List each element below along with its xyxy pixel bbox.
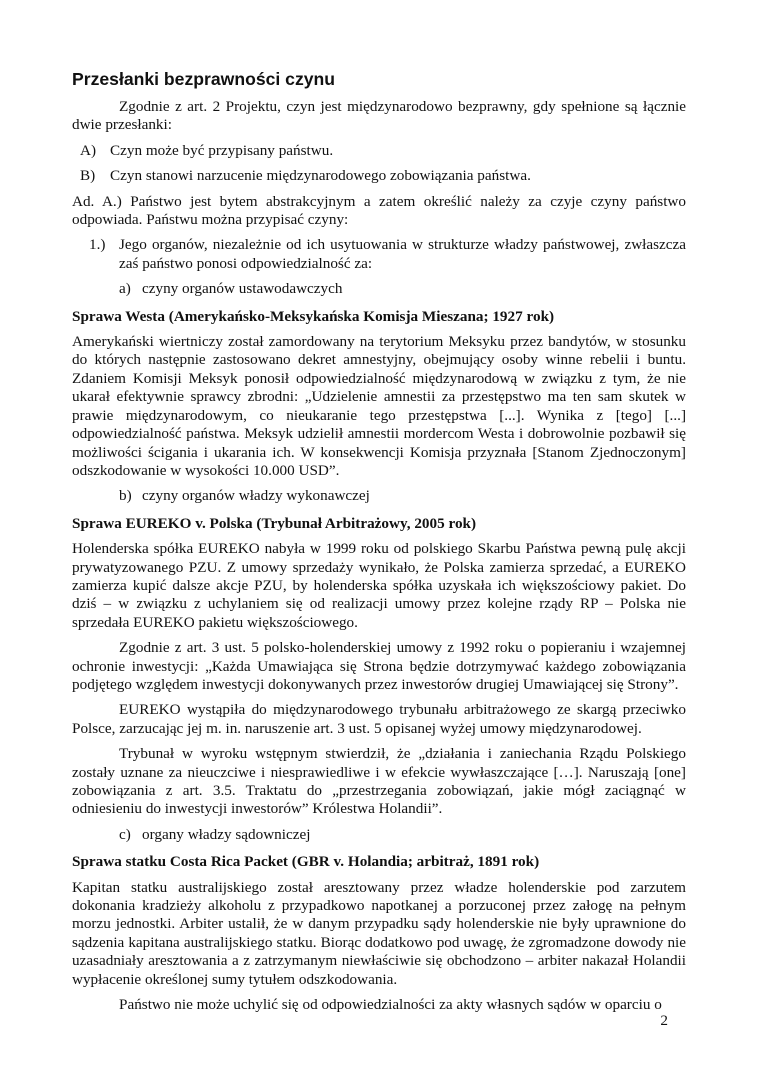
list-text: czyny organów ustawodawczych	[142, 280, 343, 298]
list-marker: a)	[119, 280, 131, 298]
case-costa-rica-closing: Państwo nie może uchylić się od odpowiedzialności za akty własnych sądów w oparciu o	[119, 996, 662, 1014]
list-text: Czyn może być przypisany państwu.	[110, 141, 334, 159]
intro-paragraph: Zgodnie z art. 2 Projektu, czyn jest międzynarodowo bezprawny, gdy spełnione są łącznie dwie przesłanki:	[72, 98, 686, 134]
case-eureko-paragraph: Zgodnie z art. 3 ust. 5 polsko-holenderskiej umowy z 1992 roku o popieraniu i wzajemnej ochronie inwestycji: „Każda Umawiająca się Strona będzie dotrzymywać każdego zobowiązania podjętego względem inwestycji dokonywanych przez inwestorów drugiej Umawiającej się Strony”.	[72, 639, 686, 693]
ad-a-paragraph: Ad. A.) Państwo jest bytem abstrakcyjnym a zatem określić należy za czyje czyny państwo odpowiada. Państwu można przypisać czyny:	[72, 192, 686, 229]
sub-point-b	[119, 487, 686, 505]
list-text: Jego organów, niezależnie od ich usytuowania w strukturze władzy państwowej, zwłaszcza zaś państwo ponosi odpowiedzialność za:	[119, 236, 686, 272]
list-marker: c)	[119, 825, 131, 843]
document-page	[72, 68, 686, 1021]
case-west-body: Amerykański wiertniczy został zamordowany na terytorium Meksyku przez bandytów, w stosunku do których następnie zastosowano dekret amnestyjny, obejmujący osoby winne rebelii i buntu. Zdaniem Komisji Meksyk ponosił odpowiedzialność międzynarodową w związku z tym, że nie ukarał efektywnie sprawcy zbrodni: „Udzielenie amnestii za przestępstwo ma ten sam skutek w prawie międzynarodowym, co nieukaranie tego przestępstwa [...]. Wynika z [tego] [...] odpowiedzialność państwa. Meksyk udzielił amnestii mordercom Westa i dobrowolnie pozbawił się możliwości ścigania i ukarania ich. W konsekwencji Komisja przyznała [Stanom Zjednoczonym] odszkodowanie w wysokości 10.000 USD”.	[72, 333, 686, 479]
case-eureko-paragraph: Trybunał w wyroku wstępnym stwierdził, że „działania i zaniechania Rządu Polskiego zostały uznane za nieuczciwe i niesprawiedliwe i w efekcie wywłaszczające […]. Naruszają [one] zobowiązania z art. 3.5. Traktatu do „przestrzegania zobowiązań, jakie mógł zaciągnąć w odniesieniu do inwestycji inwestorów” Królestwa Holandii”.	[72, 745, 686, 818]
list-marker: A)	[80, 141, 97, 159]
list-text: czyny organów władzy wykonawczej	[142, 487, 370, 505]
case-costa-rica-body: Kapitan statku australijskiego został aresztowany przez władze holenderskie pod zarzutem dokonania kradzieży alkoholu z przypadkowo napotkanej a porzuconej przez załogę na pełnym morzu jednostki. Arbiter ustalił, że w danym przypadku sądy holenderskie nie były uprawnione do sądzenia kapitana australijskiego statku. Biorąc dodatkowo pod uwagę, że zgromadzone dowody nie uzasadniały aresztowania a z zatrzymanym niewłaściwie się obchodzono – arbiter nakazał Holandii wypłacenie określonej sumy tytułem odszkodowania.	[72, 878, 686, 988]
case-west-title: Sprawa Westa (Amerykańsko-Meksykańska Komisja Mieszana; 1927 rok)	[72, 307, 555, 325]
condition-a	[80, 142, 686, 160]
case-eureko-paragraph: EUREKO wystąpiła do międzynarodowego trybunału arbitrażowego ze skargą przeciwko Polsce, zarzucając jej m. in. naruszenie art. 3 ust. 5 opisanej wyżej umowy międzynarodowej.	[72, 701, 686, 737]
page-number: 2	[660, 1012, 668, 1029]
sub-point-a	[119, 280, 686, 298]
list-text: Czyn stanowi narzucenie międzynarodowego zobowiązania państwa.	[110, 167, 531, 185]
case-eureko-title: Sprawa EUREKO v. Polska (Trybunał Arbitrażowy, 2005 rok)	[72, 514, 477, 532]
list-text: organy władzy sądowniczej	[142, 825, 311, 843]
list-marker: 1.)	[89, 236, 106, 254]
list-marker: b)	[119, 487, 132, 505]
section-heading: Przesłanki bezprawności czynu	[72, 69, 336, 89]
case-costa-rica-title: Sprawa statku Costa Rica Packet (GBR v. Holandia; arbitraż, 1891 rok)	[72, 853, 540, 871]
case-eureko-paragraph: Holenderska spółka EUREKO nabyła w 1999 roku od polskiego Skarbu Państwa pewną pulę akcji prywatyzowanego PZU. Z umowy sprzedaży wynikało, że Polska zamierza sprzedać, a EUREKO zamierza kupić dalsze akcje PZU, by holenderska spółka uzyskała ich większościowy pakiet. Do dziś – w związku z uchylaniem się od realizacji umowy przez kolejne rządy RP – Polska nie sprzedała EUREKO pakietu większościowego.	[72, 540, 686, 631]
list-marker: B)	[80, 167, 96, 185]
condition-b	[80, 167, 686, 185]
point-1	[89, 236, 686, 273]
sub-point-c	[119, 826, 686, 844]
